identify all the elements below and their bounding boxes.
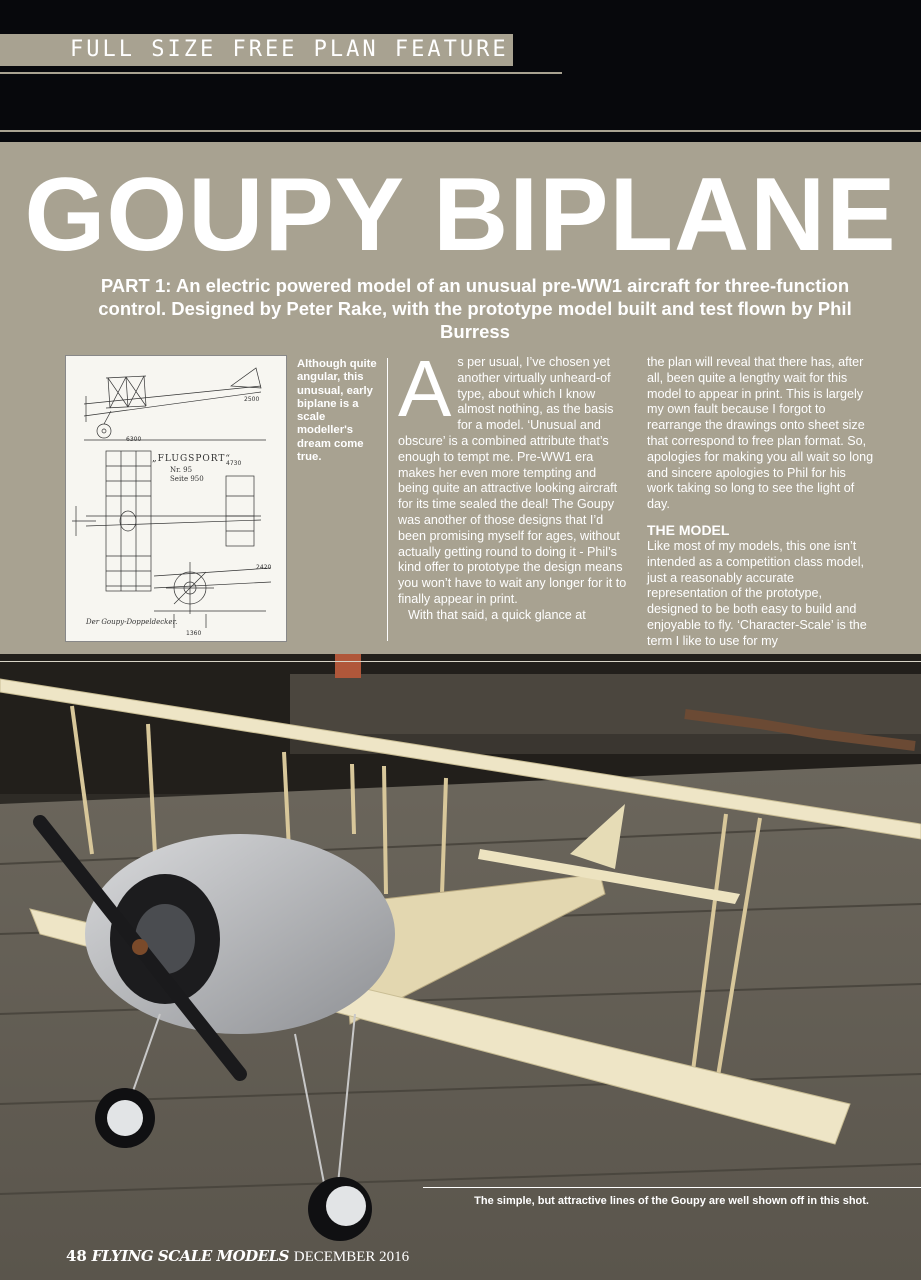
body-paragraph: s per usual, I’ve chosen yet another virtually unheard-of type, about which I know almost nothing, as the basis for a model. ‘Unusual and obscure’ is a combined attribute that’s enough to tempt me. Pre-WW1 era makes her even more tempting and being quite an attractive looking aircraft for its time sealed the deal! The Goupy was another of those designs that I’d been promising myself for ages, without actually getting round to doing it - Phil’s kind offer to prototype the design means you won’t have to wait any longer for it to finally appear in print. <box>398 355 627 606</box>
magazine-name: FLYING SCALE MODELS <box>91 1247 289 1265</box>
feature-tag-rule <box>0 72 562 74</box>
plan-dimension: 2420 <box>256 564 272 571</box>
header-divider <box>0 130 921 132</box>
feature-tag: FULL SIZE FREE PLAN FEATURE <box>0 34 513 66</box>
body-paragraph: Like most of my models, this one isn’t intended as a competition class model, just a reasonably accurate representation of the prototype, designed to be both easy to build and enjoyable to fly. ‘Character-Scale’ is the term I like to use for my <box>647 538 867 648</box>
photo-top-rule <box>0 661 921 662</box>
plan-dimension: 2500 <box>244 396 260 403</box>
plan-dimension: 4730 <box>226 460 242 467</box>
section-heading: THE MODEL <box>647 521 730 538</box>
plan-dimension: 6300 <box>126 436 142 443</box>
plan-issue-number: Nr. 95 <box>170 466 193 474</box>
body-paragraph: With that said, a quick glance at <box>408 607 586 622</box>
plan-banner: „FLUGSPORT“ <box>152 454 231 464</box>
page-footer <box>66 1247 409 1266</box>
caption-rule <box>423 1187 921 1188</box>
drop-cap: A <box>398 344 452 433</box>
header-band <box>0 0 921 132</box>
issue-date: DECEMBER 2016 <box>293 1249 410 1265</box>
column-divider <box>387 358 388 641</box>
drawing-caption: Although quite angular, this unusual, early biplane is a scale modeller's dream come true. <box>297 358 377 464</box>
plan-reference <box>170 466 204 484</box>
body-paragraph: the plan will reveal that there has, after all, been quite a lengthy wait for this model to appear in print. This is largely my own fault because I forgot to rearrange the drawings onto sheet size that correspond to free plan format. So, apologies for making you all wait so long and sincere apologies to Phil for his work taking so long to see the light of day. <box>647 355 874 512</box>
article-subtitle: PART 1: An electric powered model of an unusual pre-WW1 aircraft for three-function control. Designed by Peter Rake, with the prototype model built and test flown by Phil Burress <box>98 275 852 342</box>
plan-page-number: Seite 950 <box>170 475 204 483</box>
body-column-1 <box>398 344 628 624</box>
article-panel <box>0 142 921 654</box>
plan-drawing-caption: Der Goupy-Doppeldecker. <box>86 618 178 626</box>
photo-caption: The simple, but attractive lines of the Goupy are well shown off in this shot. <box>474 1195 869 1207</box>
plan-dimension: 1360 <box>186 630 202 637</box>
plan-drawing <box>65 355 287 642</box>
body-column-2 <box>647 355 875 650</box>
article-title: GOUPY BIPLANE <box>24 157 897 273</box>
page-number: 48 <box>66 1247 87 1265</box>
